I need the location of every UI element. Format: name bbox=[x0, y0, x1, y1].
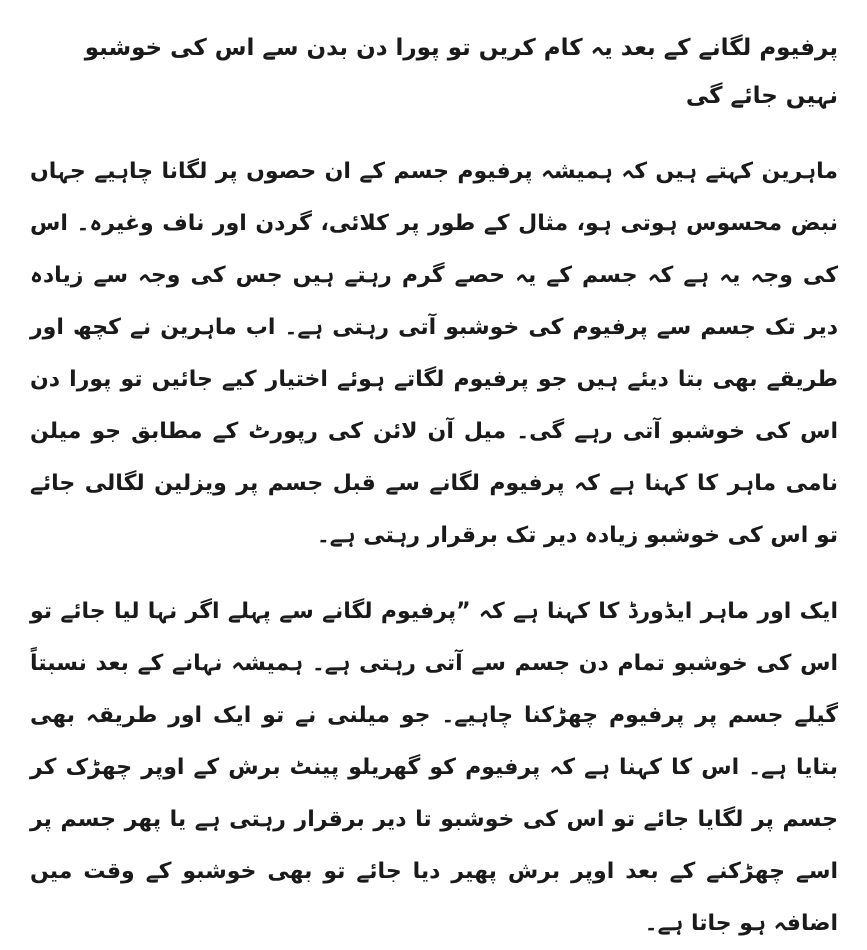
paragraph-spacer bbox=[30, 562, 838, 586]
article bbox=[30, 24, 838, 950]
article-headline: پرفیوم لگانے کے بعد یہ کام کریں تو پورا دن بدن سے اس کی خوشبو نہیں جائے گی bbox=[84, 35, 838, 109]
article-paragraph-1: ماہرین کہتے ہیں کہ ہمیشہ پرفیوم جسم کے ان حصوں پر لگانا چاہیے جہاں نبض محسوس ہوتی ہو، مثال کے طور پر کلائی، گردن اور ناف وغیرہ۔ اس کی وجہ یہ ہے کہ جسم کے یہ حصے گرم رہتے ہیں جس کی وجہ سے زیادہ دیر تک جسم سے پرفیوم کی خوشبو آتی رہتی ہے۔ اب ماہرین نے کچھ اور طریقے بھی بتا دیئے ہیں جو پرفیوم لگاتے ہوئے اختیار کیے جائیں تو پورا دن اس کی خوشبو آتی رہے گی۔ میل آن لائن کی رپورٹ کے مطابق جو میلن نامی ماہر کا کہنا ہے کہ پرفیوم لگانے سے قبل جسم پر ویزلین لگالی جائے تو اس کی خوشبو زیادہ دیر تک برقرار رہتی ہے۔ bbox=[30, 159, 839, 548]
article-paragraph-2: ایک اور ماہر ایڈورڈ کا کہنا ہے کہ ”پرفیوم لگانے سے پہلے اگر نہا لیا جائے تو اس کی خوشبو تمام دن جسم سے آتی رہتی ہے۔ ہمیشہ نہانے کے بعد نسبتاً گیلے جسم پر پرفیوم چھڑکنا چاہیے۔ جو میلنی نے تو ایک اور طریقہ بھی بتایا ہے۔ اس کا کہنا ہے کہ پرفیوم کو گھریلو پینٹ برش کے اوپر چھڑک کر جسم پر لگایا جائے تو اس کی خوشبو تا دیر برقرار رہتی ہے یا پھر جسم پر اسے چھڑکنے کے بعد اوپر برش پھیر دیا جائے تو بھی خوشبو کے وقت میں اضافہ ہو جاتا ہے۔ bbox=[30, 599, 838, 936]
